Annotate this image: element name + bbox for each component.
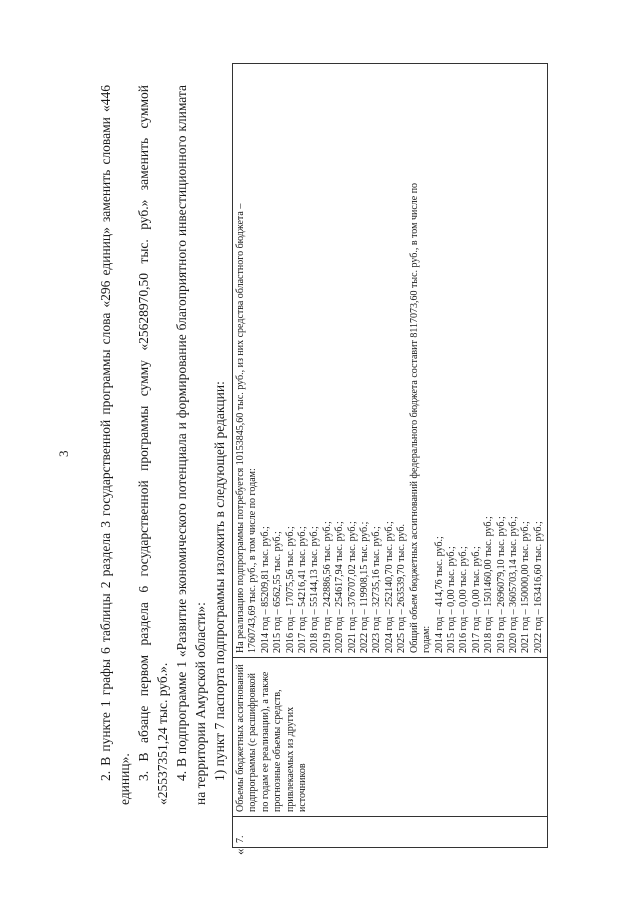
- funding-line: На реализацию подпрограммы потребуется 10153845,60 тыс. руб., из них средства областного бюджета –: [235, 203, 246, 653]
- item-2-paragraph: 2. В пункте 1 графы 6 таблицы 2 раздела 3 государственной программы слова «296 единиц» заменить словами «446 единиц».: [98, 85, 132, 805]
- funding-line: 2023 год – 32735,16 тыс. руб.;: [371, 526, 383, 653]
- funding-line: 2022 год – 119908,15 тыс. руб.;: [359, 521, 371, 653]
- funding-line: 2019 год – 242886,56 тыс. руб.;: [321, 521, 333, 653]
- item-4-1-paragraph: 1) пункт 7 паспорта подпрограммы изложить в следующей редакции:: [212, 381, 227, 781]
- funding-line: 1760743,69 тыс. руб., в том числе по годам:: [247, 468, 259, 653]
- funding-line: 2020 год – 254617,94 тыс. руб.;: [334, 521, 346, 653]
- row-name-text: Объемы бюджетных ассигнований подпрограммы (с расшифровкой по годам ее реализации), а также прогнозные объемы средств, привлекаемых из других источников: [235, 664, 309, 812]
- row-number-cell: 7.: [233, 817, 548, 848]
- item-3-paragraph: 3. В абзаце первом раздела 6 государственной программы сумму «25628970,50 тыс. руб.» заменить суммой «25537351,24 тыс. руб.».: [136, 85, 170, 805]
- funding-line: 2021 год – 150000,00 тыс. руб.;: [520, 521, 532, 653]
- funding-line: 2020 год – 3605703,14 тыс. руб.;: [507, 516, 519, 653]
- funding-line: 2018 год – 1501460,00 тыс. руб.;: [483, 516, 495, 653]
- funding-line: 2022 год – 163416,60 тыс. руб.;: [532, 521, 544, 653]
- quote-open-mark: «: [232, 848, 247, 855]
- funding-line: 2014 год – 85209,81 тыс. руб.;: [259, 526, 271, 653]
- funding-line: 2018 год – 55144,13 тыс. руб.;: [309, 526, 321, 653]
- funding-line: 2014 год – 414,76 тыс. руб.;: [433, 536, 445, 653]
- funding-line: 2016 год – 17075,56 тыс. руб.;: [284, 526, 296, 653]
- page-number: 3: [56, 450, 71, 457]
- funding-line: годам:: [421, 625, 433, 653]
- funding-line: Общий объем бюджетных ассигнований федерального бюджета составит 8117073,60 тыс. руб., в том числе по: [408, 182, 420, 653]
- passport-table: [232, 63, 548, 848]
- funding-line: 2016 год – 0,00 тыс. руб.;: [458, 546, 470, 653]
- row-value-cell: [233, 64, 548, 658]
- funding-line: 2017 год – 54216,41 тыс. руб.;: [297, 526, 309, 653]
- funding-line: 2015 год – 0,00 тыс. руб.;: [445, 546, 457, 653]
- funding-line: 2017 год – 0,00 тыс. руб.;: [470, 546, 482, 653]
- table-row: [233, 64, 548, 848]
- funding-line: 2024 год – 252140,70 тыс. руб.;: [383, 521, 395, 653]
- funding-line: 2019 год – 2696079,10 тыс. руб.;: [495, 516, 507, 653]
- item-4-paragraph: 4. В подпрограмме 1 «Развитие экономического потенциала и формирование благоприятного инвестиционного климата на территории Амурской области»:: [174, 85, 208, 805]
- funding-line: 2021 год – 376707,02 тыс. руб.;: [346, 521, 358, 653]
- funding-line: 2015 год – 6562,55 тыс. руб.;: [272, 531, 284, 653]
- row-name-cell: [233, 658, 548, 817]
- funding-line: 2025 год – 263539,70 тыс. руб.: [396, 523, 408, 653]
